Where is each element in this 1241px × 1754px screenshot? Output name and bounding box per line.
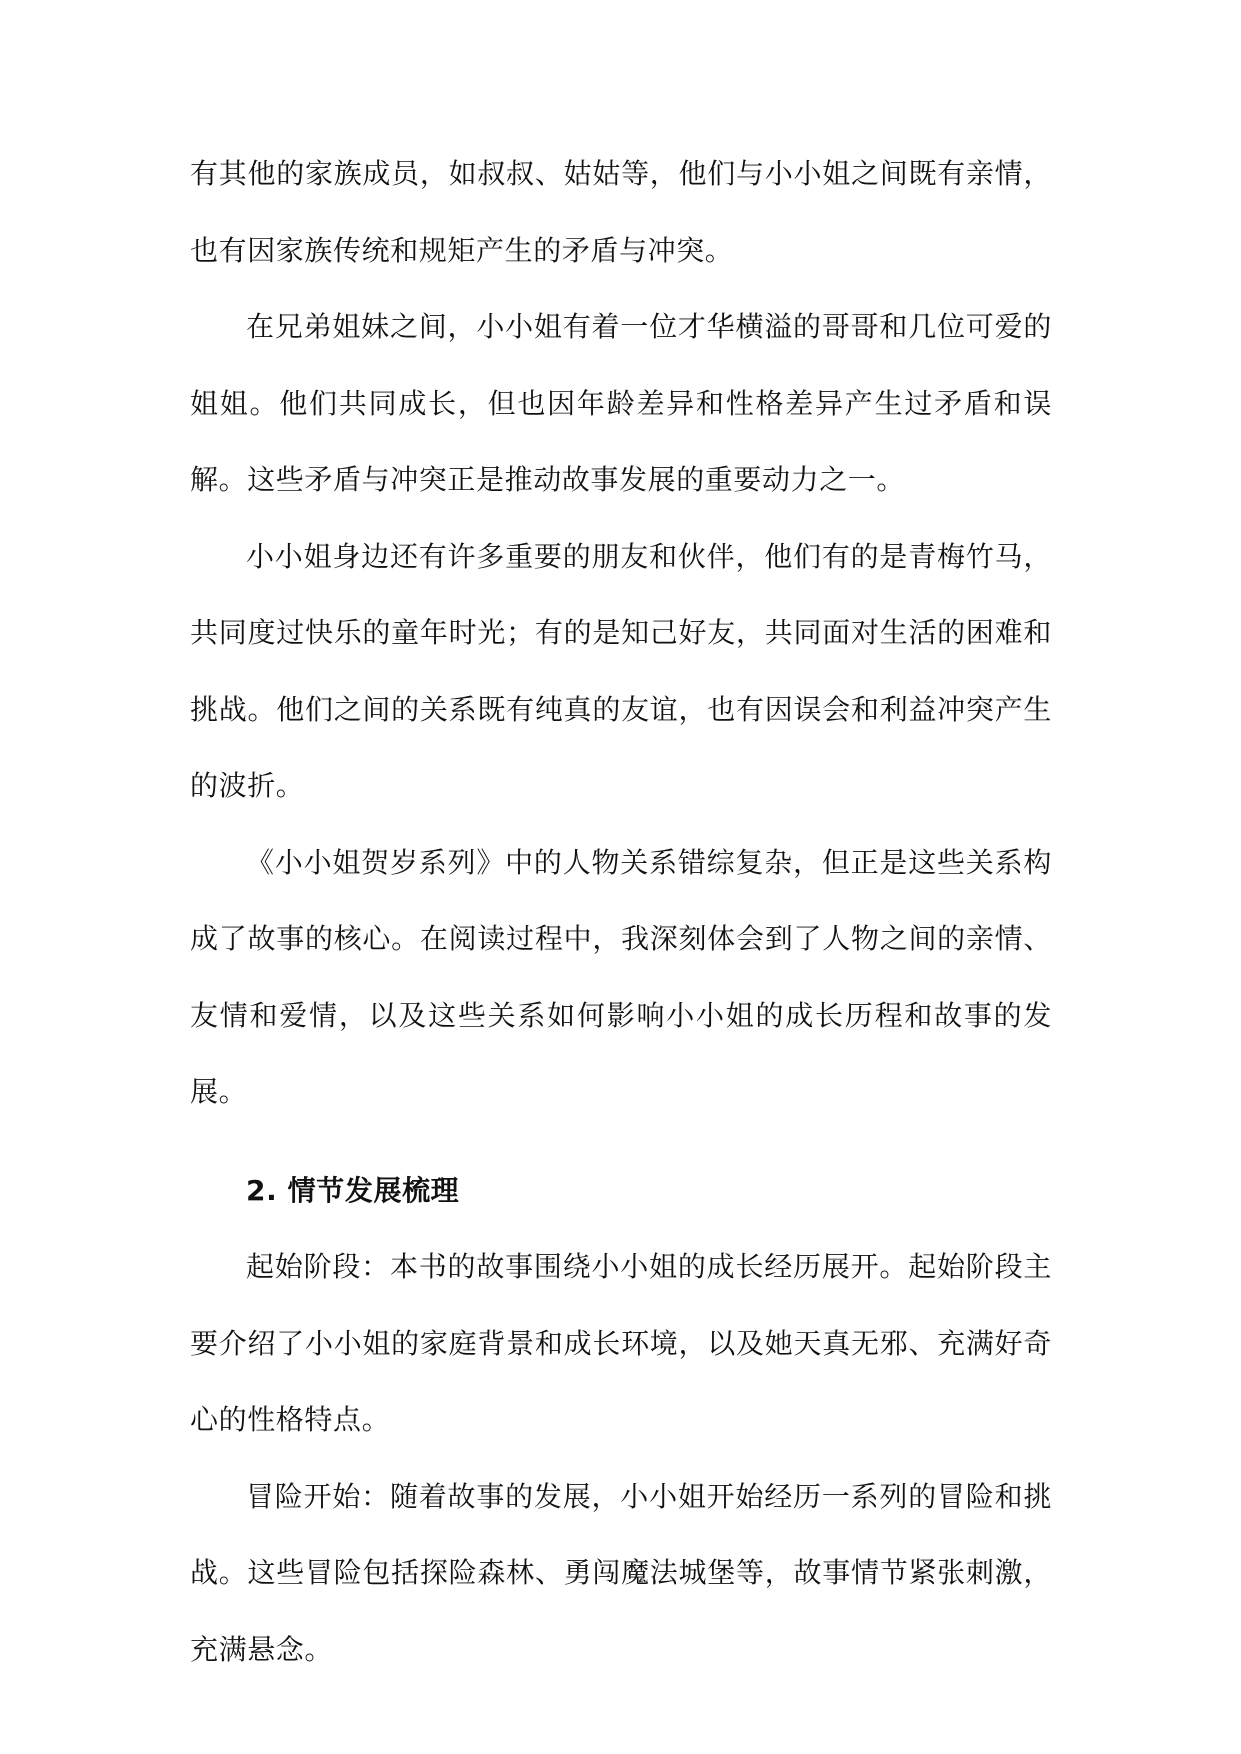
paragraph-family-members: 有其他的家族成员，如叔叔、姑姑等，他们与小小姐之间既有亲情，也有因家族传统和规矩产生的矛盾与冲突。: [190, 157, 1052, 267]
paragraph-siblings: 在兄弟姐妹之间，小小姐有着一位才华横溢的哥哥和几位可爱的姐姐。他们共同成长，但也因年龄差异和性格差异产生过矛盾和误解。这些矛盾与冲突正是推动故事发展的重要动力之一。: [190, 310, 1052, 496]
paragraph-friends: 小小姐身边还有许多重要的朋友和伙伴，他们有的是青梅竹马，共同度过快乐的童年时光；有的是知己好友，共同面对生活的困难和挑战。他们之间的关系既有纯真的友谊，也有因误会和利益冲突产生的波折。: [190, 539, 1052, 802]
paragraph-relationship-summary: 《小小姐贺岁系列》中的人物关系错综复杂，但正是这些关系构成了故事的核心。在阅读过程中，我深刻体会到了人物之间的亲情、友情和爱情，以及这些关系如何影响小小姐的成长历程和故事的发展。: [190, 845, 1052, 1108]
section-heading-plot: 2. 情节发展梳理: [246, 1173, 460, 1207]
paragraph-opening-stage: 起始阶段：本书的故事围绕小小姐的成长经历展开。起始阶段主要介绍了小小姐的家庭背景和成长环境，以及她天真无邪、充满好奇心的性格特点。: [190, 1250, 1052, 1436]
paragraph-adventure-begins: 冒险开始：随着故事的发展，小小姐开始经历一系列的冒险和挑战。这些冒险包括探险森林、勇闯魔法城堡等，故事情节紧张刺激，充满悬念。: [190, 1479, 1052, 1666]
text-column: [190, 136, 1052, 1688]
